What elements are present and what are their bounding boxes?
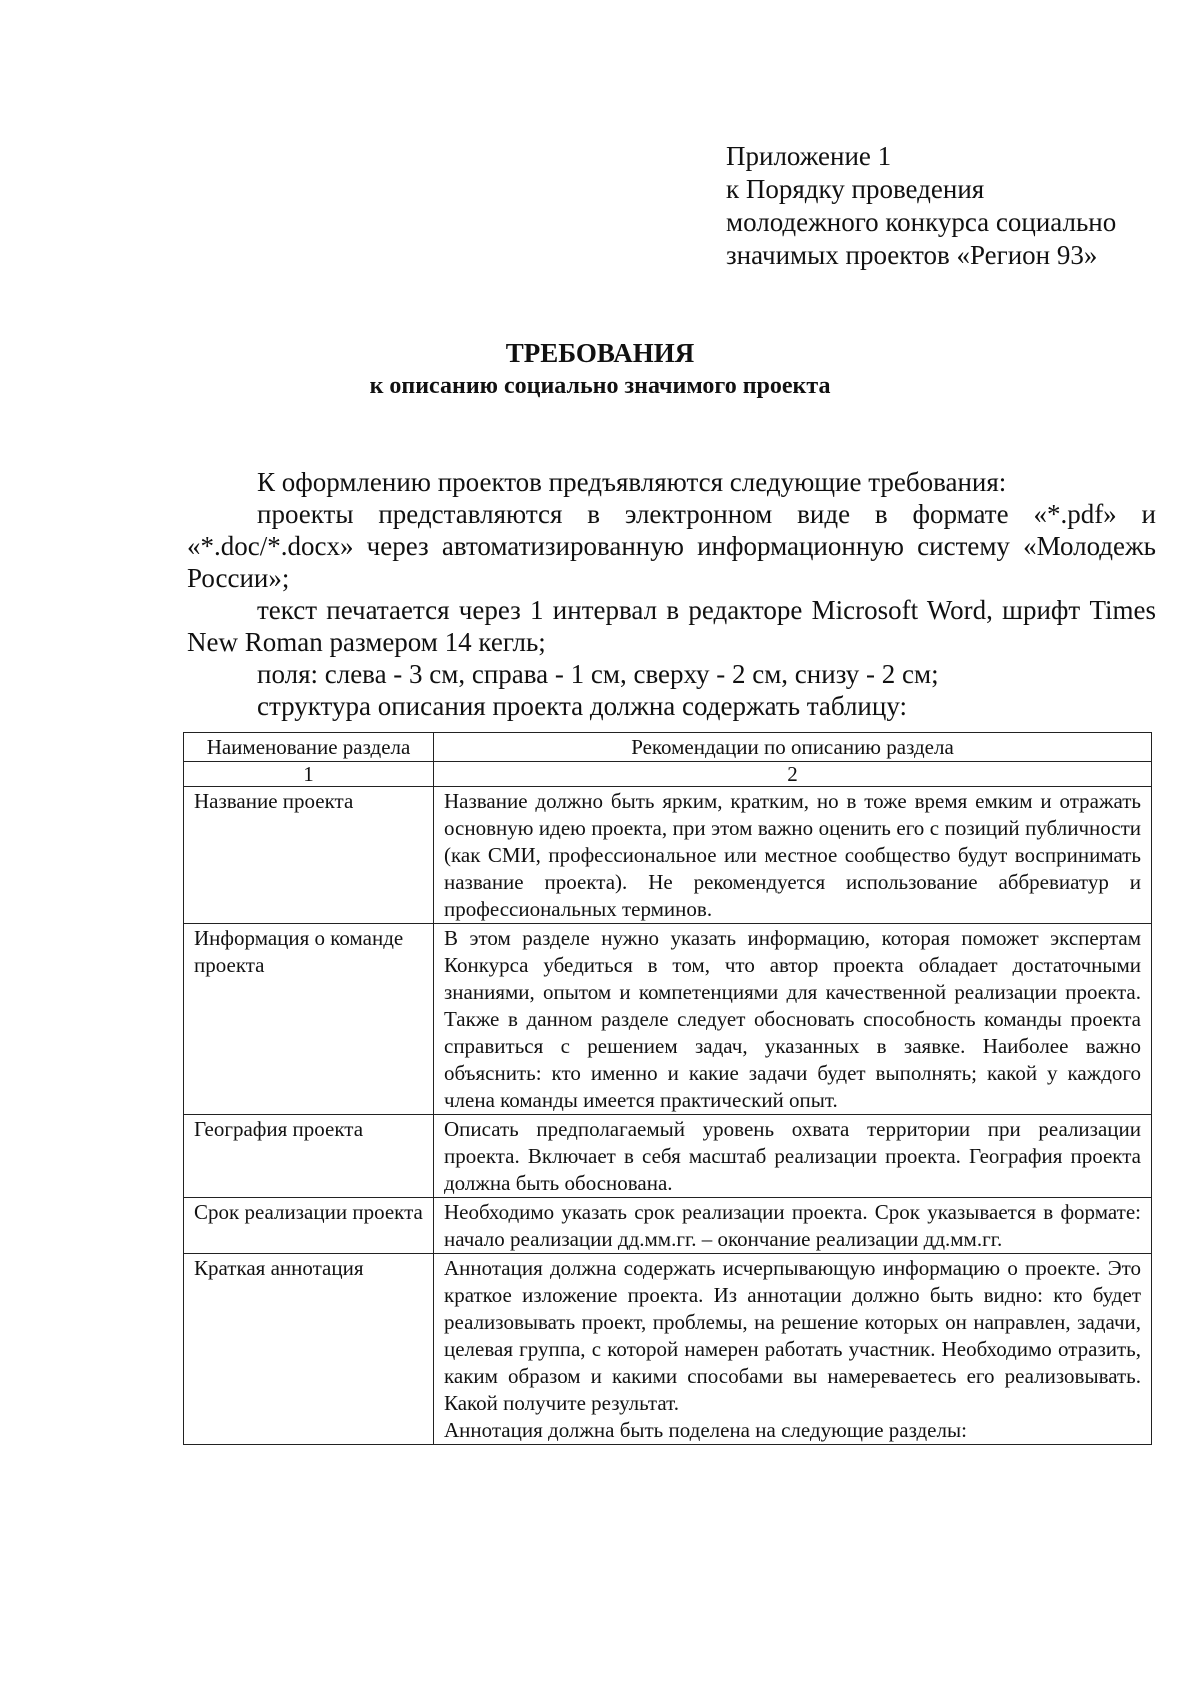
requirements-table xyxy=(183,732,1152,1445)
description-text: Аннотация должна содержать исчерпывающую информацию о проекте. Это краткое изложение проекта. Из аннотации должно быть видно: кто будет реализовывать проект, проблемы, на решение которых он направлен, задачи, целевая группа, с которой намерен работать участник. Необходимо отразить, каким образом и какими способами вы намереваетесь его реализовывать. Какой получите результат. xyxy=(444,1256,1141,1415)
description-text: Название должно быть ярким, кратким, но в тоже время емким и отражать основную идею проекта, при этом важно оценить его с позиций публичности (как СМИ, профессиональное или местное сообщество будут воспринимать название проекта). Не рекомендуется использование аббревиатур и профессиональных терминов. xyxy=(444,789,1141,921)
document-title: ТРЕБОВАНИЯ xyxy=(505,338,695,368)
document-subtitle: к описанию социально значимого проекта xyxy=(369,373,831,399)
table-row xyxy=(184,1115,1152,1198)
description-text: В этом разделе нужно указать информацию, которая поможет экспертам Конкурса убедиться в том, что автор проекта обладает достаточными знаниями, опытом и компетенциями для качественной реализации проекта. Также в данном разделе следует обосновать способность команды проекта справиться с решением задач, указанных в заявке. Наиболее важно объяснить: кто именно и какие задачи будет выполнять; какой у каждого члена команды имеется практический опыт. xyxy=(444,926,1141,1112)
section-name: География проекта xyxy=(184,1115,434,1198)
section-description xyxy=(434,1198,1152,1254)
table-number-row xyxy=(184,762,1152,787)
appendix-line: значимых проектов «Регион 93» xyxy=(726,240,1098,270)
section-description xyxy=(434,787,1152,924)
table-header-cell: Рекомендации по описанию раздела xyxy=(434,733,1152,762)
intro-paragraph: текст печатается через 1 интервал в редакторе Microsoft Word, шрифт Times New Roman размером 14 кегль; xyxy=(187,595,1156,657)
description-text: Аннотация должна быть поделена на следующие разделы: xyxy=(444,1418,967,1442)
section-description xyxy=(434,1254,1152,1445)
intro-paragraph: структура описания проекта должна содержать таблицу: xyxy=(257,691,907,721)
table-row xyxy=(184,1254,1152,1445)
appendix-line: молодежного конкурса социально xyxy=(726,207,1117,237)
section-description xyxy=(434,924,1152,1115)
intro-paragraph: К оформлению проектов предъявляются следующие требования: xyxy=(257,467,1007,497)
section-description xyxy=(434,1115,1152,1198)
appendix-line: к Порядку проведения xyxy=(726,174,985,204)
intro-text xyxy=(187,466,1156,722)
appendix-block xyxy=(726,140,1116,272)
column-number: 2 xyxy=(434,762,1152,787)
section-name: Название проекта xyxy=(184,787,434,924)
section-name: Срок реализации проекта xyxy=(184,1198,434,1254)
table-row xyxy=(184,924,1152,1115)
table-row xyxy=(184,787,1152,924)
description-text: Необходимо указать срок реализации проекта. Срок указывается в формате: начало реализации дд.мм.гг. – окончание реализации дд.мм.гг. xyxy=(444,1200,1141,1251)
intro-paragraph: поля: слева - 3 см, справа - 1 см, сверху - 2 см, снизу - 2 см; xyxy=(257,659,939,689)
table-header-row xyxy=(184,733,1152,762)
table-row xyxy=(184,1198,1152,1254)
description-text: Описать предполагаемый уровень охвата территории при реализации проекта. Включает в себя масштаб реализации проекта. География проекта должна быть обоснована. xyxy=(444,1117,1141,1195)
table-header-cell: Наименование раздела xyxy=(184,733,434,762)
intro-paragraph: проекты представляются в электронном виде в формате «*.pdf» и «*.doc/*.docx» через автоматизированную информационную систему «Молодежь России»; xyxy=(187,499,1156,593)
column-number: 1 xyxy=(184,762,434,787)
appendix-line: Приложение 1 xyxy=(726,141,892,171)
section-name: Краткая аннотация xyxy=(184,1254,434,1445)
section-name: Информация о команде проекта xyxy=(184,924,434,1115)
